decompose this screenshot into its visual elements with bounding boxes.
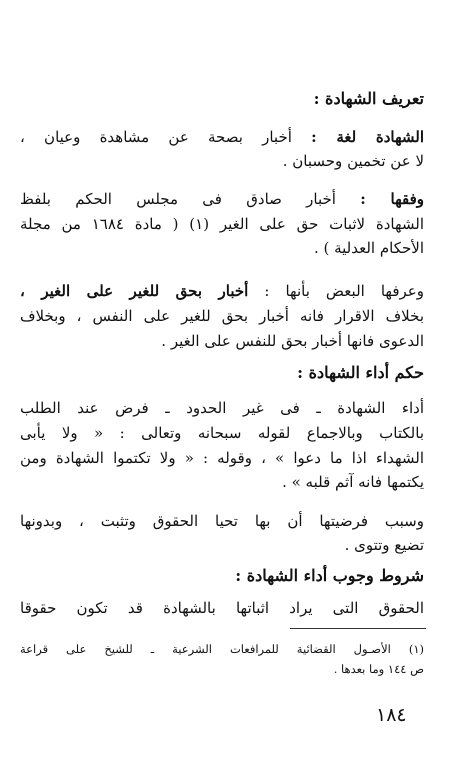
paragraph-ruling-line2: بالكتاب وبالاجماع لقوله سبحانه وتعالى : « ولا يأبى xyxy=(20,424,424,442)
footnote-line1: (١) الأصـول القضائية للمرافعات الشرعية ـ للشيخ على قراعة xyxy=(20,642,424,656)
footnote-divider xyxy=(290,628,426,629)
paragraph-fiqh-def-line1 xyxy=(20,188,424,210)
paragraph-linguistic-def-line1 xyxy=(20,126,424,148)
paragraph-ruling-line1: أداء الشهادة ـ فى غير الحدود ـ فرض عند الطلب xyxy=(20,399,424,417)
text-linguistic-def: أخبار بصحة عن مشاهدة وعيان ، xyxy=(20,128,312,146)
paragraph-conditions-line1: الحقوق التى يراد اثباتها بالشهادة قد تكون حقوقا xyxy=(20,599,424,617)
page-number: ١٨٤ xyxy=(376,704,407,726)
paragraph-ruling-line3: الشهداء اذا ما دعوا » ، وقوله : « ولا تكتموا الشهادة ومن xyxy=(20,449,424,467)
paragraph-ruling-line4: يكتمها فانه آثم قلبه » . xyxy=(282,473,424,491)
text-alt-def-intro: وعرفها البعض بأنها : xyxy=(248,282,424,300)
heading-definition: تعريف الشهادة : xyxy=(313,89,424,108)
heading-conditions: شروط وجوب أداء الشهادة : xyxy=(235,566,424,585)
paragraph-fiqh-def-line2: الشهادة لاثبات حق على الغير (١) ( مادة ١٦٨٤ من مجلة xyxy=(20,215,424,233)
paragraph-alt-def-line2: بخلاف الاقرار فانه أخبار بحق للغير على النفس ، وبخلاف xyxy=(20,307,424,325)
paragraph-reason-line2: تضيع وتتوى . xyxy=(344,536,424,554)
paragraph-alt-def-line1 xyxy=(20,280,424,302)
paragraph-alt-def-line3: الدعوى فانها أخبار بحق للنفس على الغير . xyxy=(161,332,424,350)
paragraph-linguistic-def-line2: لا عن تخمين وحسبان . xyxy=(282,152,424,170)
term-linguistic: الشهادة لغة : xyxy=(311,128,424,146)
term-alt-def: أخبار بحق للغير على الغير ، xyxy=(20,282,249,300)
term-fiqh: وفقها : xyxy=(360,190,424,208)
heading-ruling: حكم أداء الشهادة : xyxy=(297,363,424,382)
paragraph-fiqh-def-line3: الأحكام العدلية ) . xyxy=(313,239,424,257)
text-fiqh-def: أخبار صادق فى مجلس الحكم بلفظ xyxy=(20,190,361,208)
footnote-line2: ص ١٤٤ وما بعدها . xyxy=(333,662,424,676)
paragraph-reason-line1: وسبب فرضيتها أن بها تحيا الحقوق وتثبت ، وبدونها xyxy=(20,512,424,530)
